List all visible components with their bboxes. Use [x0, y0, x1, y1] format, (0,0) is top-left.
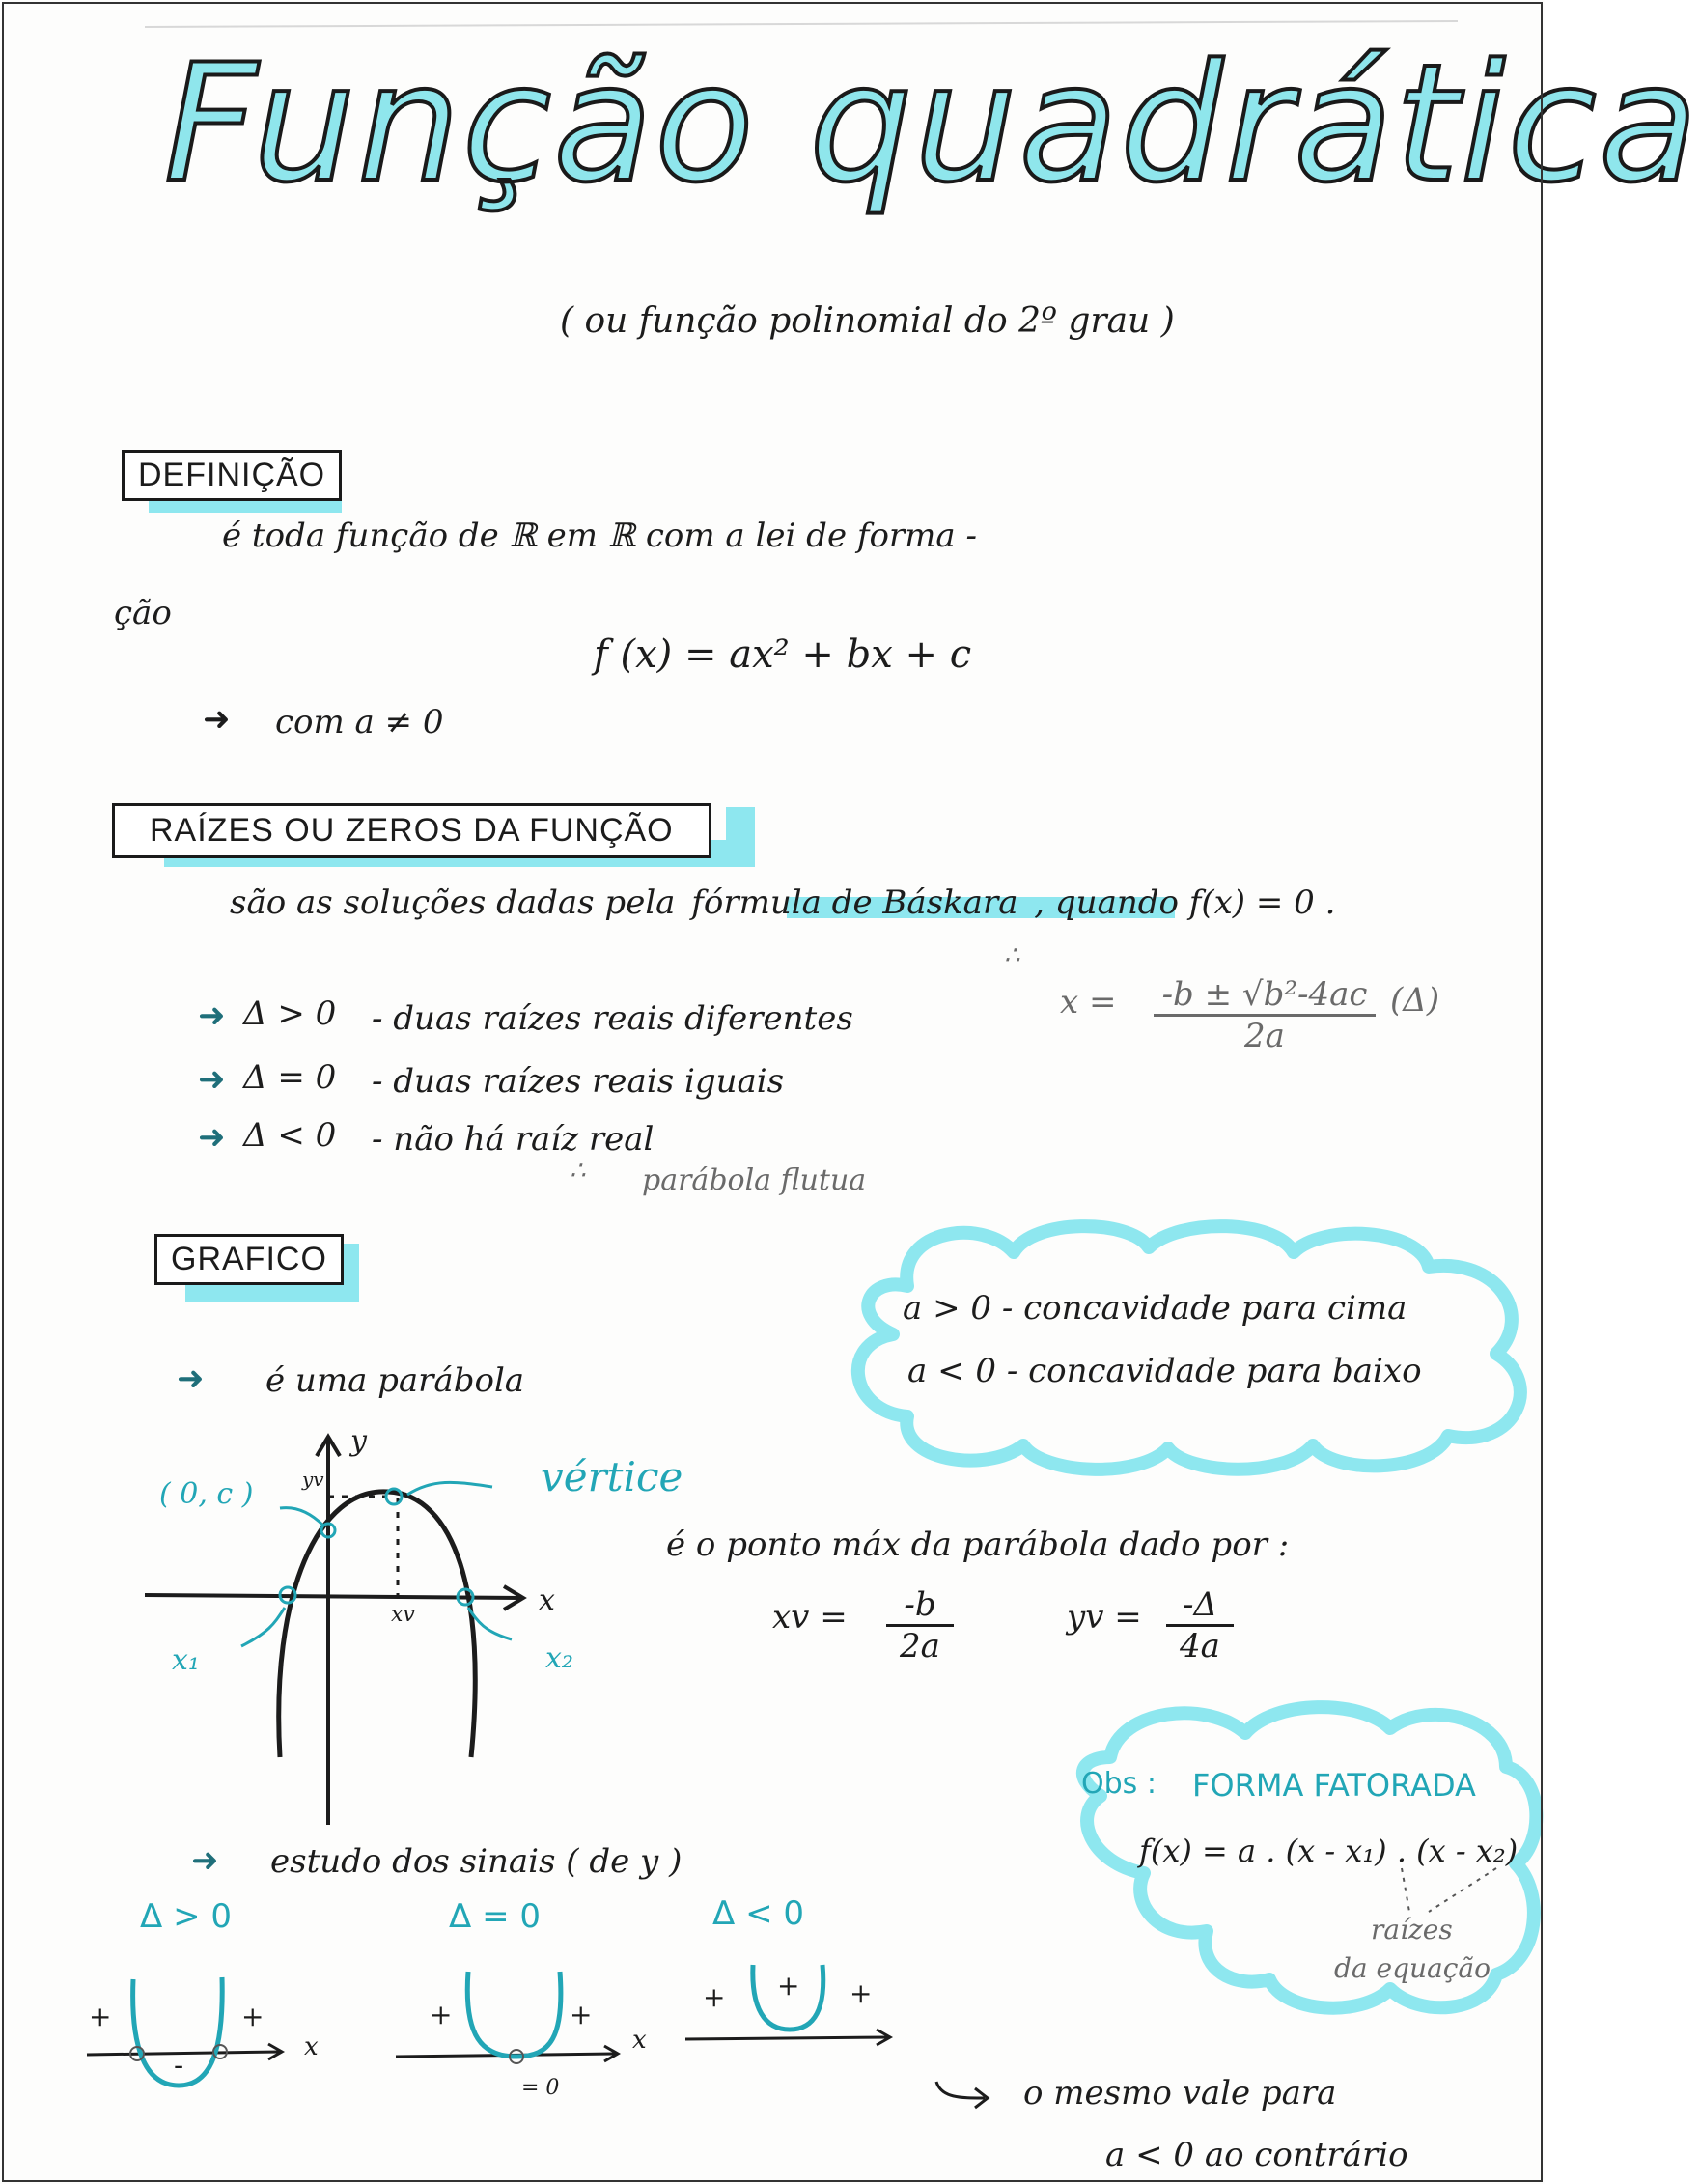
signs-closing-2: a < 0 ao contrário [1105, 2136, 1408, 2174]
arrow-icon: ➜ [191, 1841, 219, 1880]
root-case-1-condition: Δ > 0 [243, 994, 337, 1033]
sign-case-1-plus-right: + [241, 2001, 265, 2032]
sign-case-1-plus-left: + [89, 2001, 112, 2032]
arrow-icon: ➜ [198, 1118, 226, 1157]
page-border [2, 2, 1543, 2182]
sign-case-1-label: Δ > 0 [140, 1897, 232, 1936]
roots-intro-start: são as soluções dadas pela [230, 883, 676, 922]
arrow-icon: ➜ [203, 700, 231, 739]
root-case-3-text: - não há raíz real [372, 1120, 655, 1159]
roots-note: parábola flutua [642, 1163, 867, 1197]
sign-case-2-label: Δ = 0 [449, 1897, 541, 1936]
x-axis-label: x [539, 1583, 555, 1617]
y-axis-label: y [350, 1424, 367, 1458]
sign-case-2-plus-left: + [430, 1999, 453, 2030]
factored-formula: f(x) = a . (x - x₁) . (x - x₂) [1139, 1833, 1519, 1869]
bhaskara-delta-tag: (Δ) [1390, 981, 1440, 1020]
therefore-dots: ∴ [1004, 941, 1020, 970]
page-subtitle: ( ou função polinomial do 2º grau ) [560, 301, 1175, 341]
root-case-2-condition: Δ = 0 [243, 1058, 337, 1097]
root-case-2-text: - duas raízes reais iguais [372, 1062, 785, 1101]
vertex-description: é o ponto máx da parábola dado por : [666, 1526, 1290, 1564]
point-c-label: ( 0, c ) [159, 1477, 254, 1511]
vertex-label: vértice [541, 1453, 683, 1500]
x2-label: x₂ [545, 1641, 573, 1675]
arrow-icon: ➜ [198, 1060, 226, 1099]
bhaskara-denominator: 2a [1244, 1017, 1285, 1055]
xv-numerator: -b [886, 1585, 954, 1627]
bhaskara-term: fórmula de Báskara [691, 883, 1018, 922]
yv-denominator: 4a [1180, 1627, 1220, 1666]
definition-line-2: ção [114, 594, 172, 632]
factored-title: FORMA FATORADA [1192, 1767, 1476, 1804]
sign-case-3-plus-right: + [850, 1977, 873, 2009]
xv-denominator: 2a [900, 1627, 940, 1666]
definition-heading: DEFINIÇÃO [122, 450, 342, 501]
graph-heading: GRAFICO [154, 1234, 344, 1285]
sign-case-2-axis: x [632, 2026, 647, 2055]
arrow-icon: ➜ [177, 1359, 205, 1398]
graph-is-parabola: é uma parábola [265, 1361, 525, 1400]
concavity-up: a > 0 - concavidade para cima [903, 1289, 1407, 1328]
page-title: Função quadrática [164, 29, 1700, 218]
factored-note-1: raízes [1371, 1914, 1453, 1946]
sign-case-1-axis: x [304, 2032, 319, 2061]
sign-case-3-plus-left: + [703, 1981, 726, 2013]
definition-line-1: é toda função de ℝ em ℝ com a lei de forma - [222, 517, 977, 555]
sign-case-3-plus-inner: + [777, 1970, 800, 2002]
root-case-1-text: - duas raízes reais diferentes [372, 999, 853, 1038]
roots-heading: RAÍZES OU ZEROS DA FUNÇÃO [112, 803, 711, 858]
sign-case-2-plus-right: + [570, 1999, 593, 2030]
therefore-dots: ∴ [570, 1157, 586, 1186]
factored-note-2: da equação [1334, 1952, 1491, 1984]
yv-label: yv [302, 1468, 324, 1491]
xv-label: xv [391, 1603, 415, 1627]
signs-intro: estudo dos sinais ( de y ) [270, 1842, 683, 1881]
x1-label: x₁ [172, 1643, 200, 1677]
sign-case-1-minus: - [174, 2049, 184, 2083]
definition-condition: com a ≠ 0 [275, 703, 444, 742]
obs-label: Obs : [1081, 1767, 1157, 1801]
root-case-3-condition: Δ < 0 [243, 1116, 337, 1155]
sign-case-2-touch: = 0 [521, 2076, 560, 2100]
concavity-down: a < 0 - concavidade para baixo [907, 1352, 1422, 1390]
bhaskara-numerator: -b ± √b²-4ac [1154, 975, 1376, 1017]
yv-numerator: -Δ [1166, 1585, 1234, 1627]
roots-intro-end: , quando f(x) = 0 . [1034, 883, 1336, 922]
arrow-icon: ➜ [198, 996, 226, 1035]
yv-prefix: yv = [1067, 1598, 1142, 1637]
xv-prefix: xv = [772, 1598, 848, 1637]
bhaskara-x: x = [1060, 983, 1117, 1022]
quadratic-formula: f (x) = ax² + bx + c [594, 632, 972, 677]
signs-closing-1: o mesmo vale para [1023, 2074, 1337, 2113]
sign-case-3-label: Δ < 0 [712, 1894, 804, 1933]
